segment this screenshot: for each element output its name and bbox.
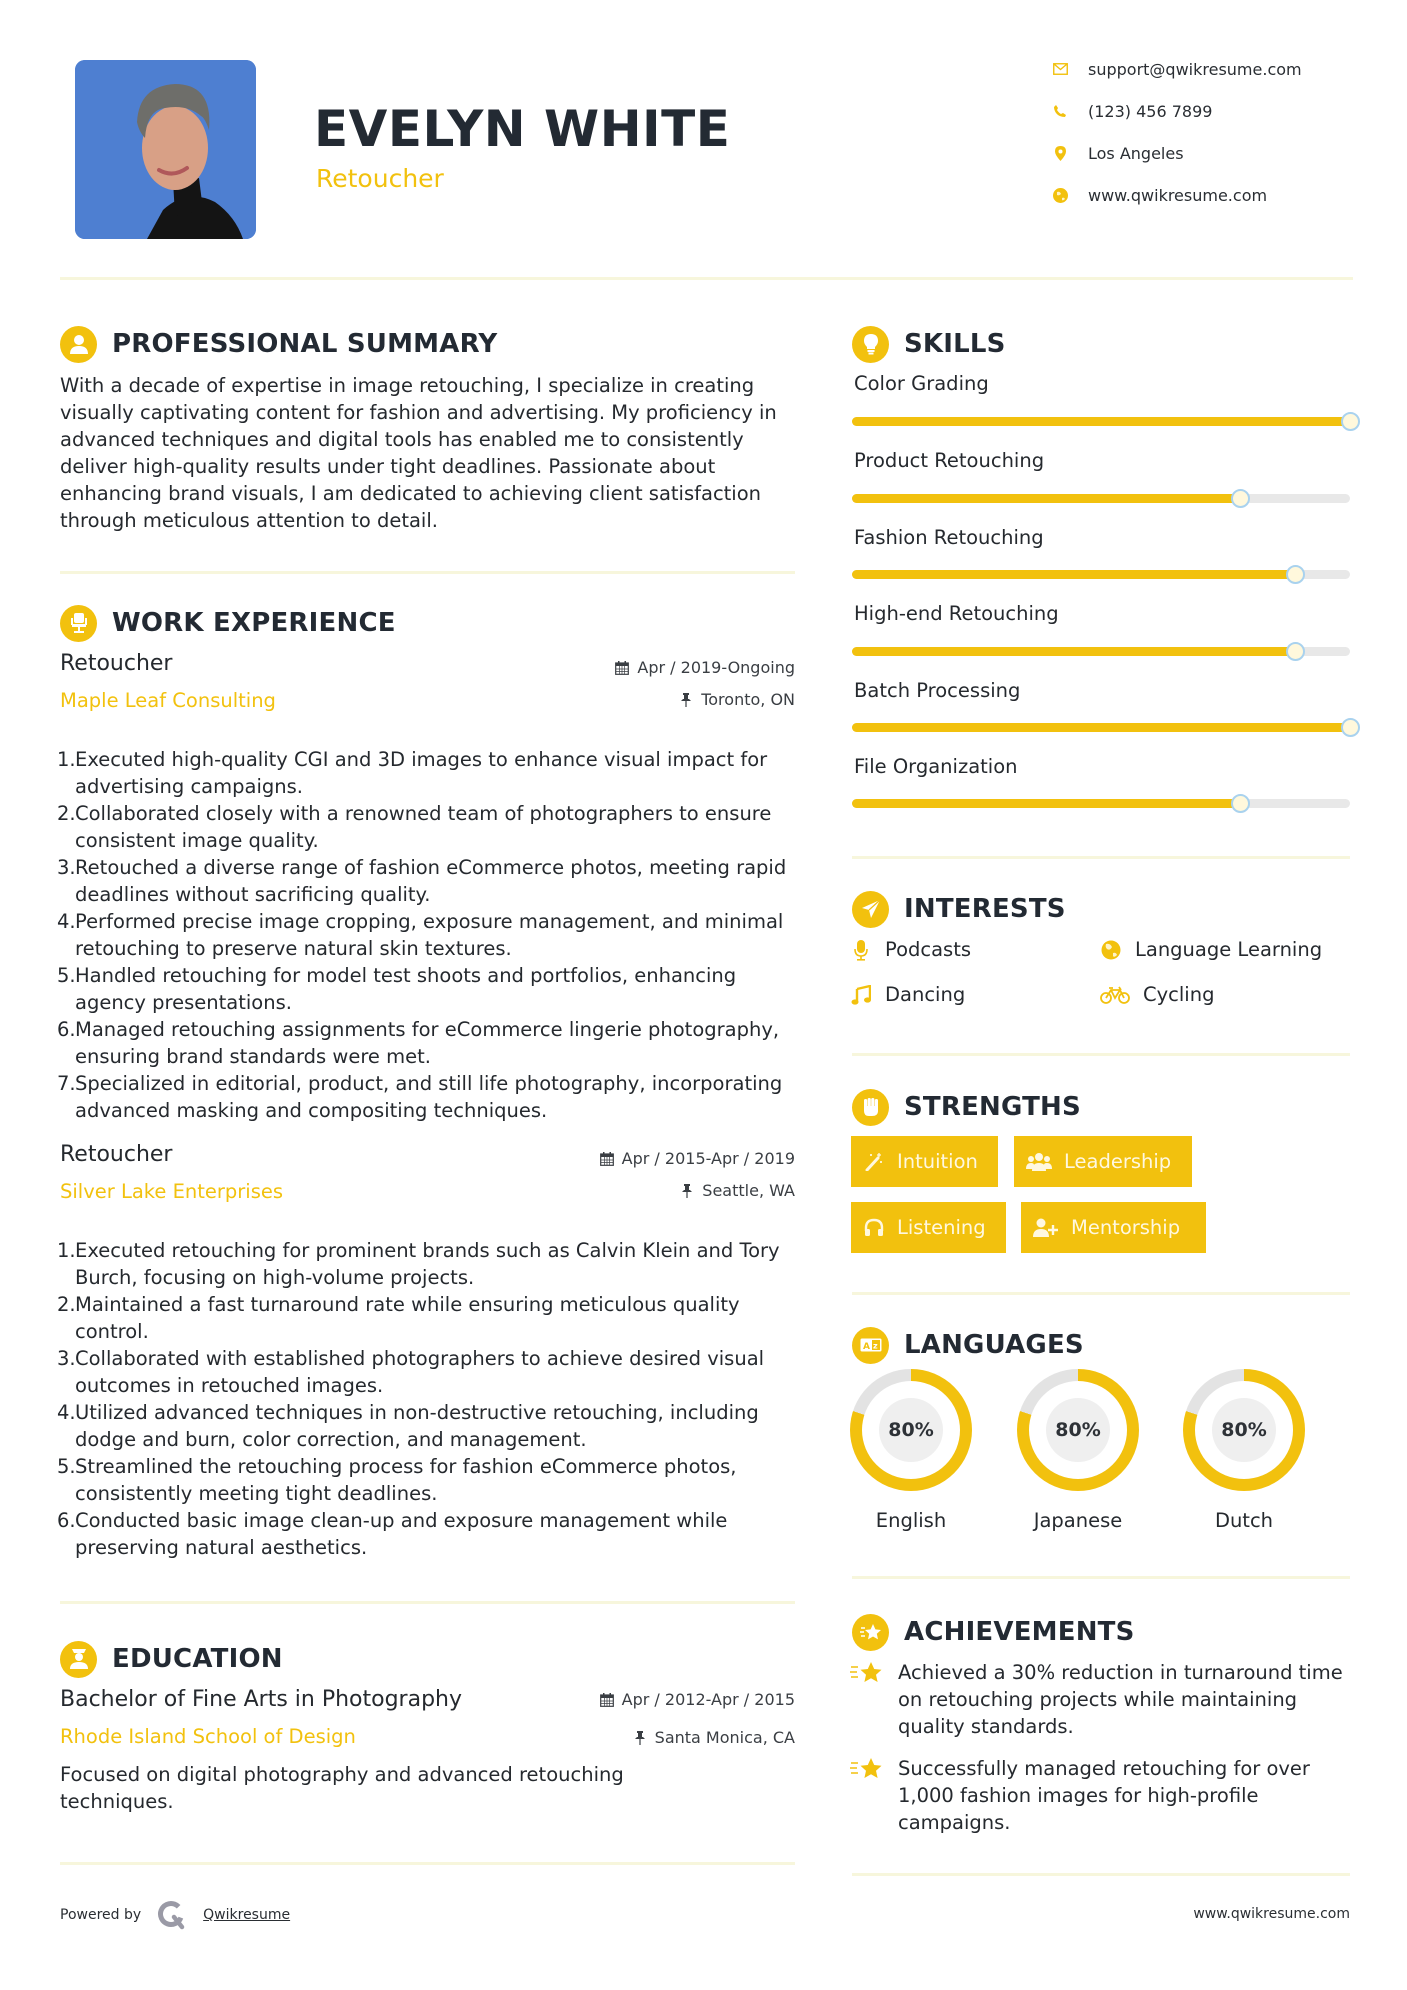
job-entry [57,651,795,1124]
skill-bar [852,417,1350,426]
section-divider [852,1053,1350,1056]
bullet-item: 5. Streamlined the retouching process for fashion eCommerce photos, consistently meeting tight deadlines. [57,1455,737,1505]
education-heading [60,1639,283,1679]
section-divider [852,1576,1350,1579]
globe-icon [1100,939,1122,961]
skill-bar-knob [1286,642,1305,661]
calendar-icon [614,660,630,676]
achievement-text: Successfully managed retouching for over 1,000 fashion images for high-profile campaigns. [898,1757,1310,1834]
strength-badge: Leadership [1014,1136,1192,1187]
language-percent: 80% [1212,1398,1276,1462]
achievement-item [850,1659,1350,1740]
skill-label: Batch Processing [854,679,1021,702]
summary-title: PROFESSIONAL SUMMARY [112,329,498,359]
svg-text:A: A [862,1342,870,1352]
achievements-heading [852,1612,1135,1652]
skill-bar [852,723,1350,732]
language-progress-ring [850,1369,972,1491]
skill-bar-fill [852,799,1240,808]
contact-location [1052,141,1184,165]
fist-icon [852,1089,889,1126]
skill-bar-fill [852,647,1295,656]
job-bullets [57,1237,795,1561]
skill-bar-knob [1341,718,1360,737]
strength-badge: Mentorship [1021,1202,1206,1253]
bullet-item: 3. Retouched a diverse range of fashion eCommerce photos, meeting rapid deadlines without sacrificing quality. [57,856,787,906]
section-divider [852,856,1350,859]
education-title: EDUCATION [112,1644,283,1674]
bullet-item: 1. Executed retouching for prominent brands such as Calvin Klein and Tory Burch, focusing on high-volume projects. [57,1239,780,1289]
job-location: Toronto, ON [678,690,795,709]
website-text: www.qwikresume.com [1088,185,1268,205]
group-icon [1026,1151,1052,1173]
section-divider [60,571,795,574]
email-text: support@qwikresume.com [1088,59,1302,79]
map-pin-icon [1052,145,1068,161]
job-location: Seattle, WA [679,1181,795,1200]
bullet-item: 4. Utilized advanced techniques in non-destructive retouching, including dodge and burn, color correction, and management. [57,1401,759,1451]
skill-bar [852,647,1350,656]
language-item [1182,1369,1306,1532]
bullet-item: 6. Conducted basic image clean-up and exposure management while preserving natural aesthetics. [57,1509,728,1559]
skill-label: High-end Retouching [854,602,1059,625]
skill-bar [852,799,1350,808]
education-description: Focused on digital photography and advanced retouching techniques. [60,1763,624,1813]
star-icon [850,1756,884,1782]
education-entry [60,1687,795,1815]
envelope-icon [1052,61,1068,77]
skill-label: File Organization [854,755,1018,778]
calendar-icon [599,1151,615,1167]
language-progress-ring [1017,1369,1139,1491]
music-note-icon [850,984,872,1006]
skills-title: SKILLS [904,329,1006,359]
interest-item: Podcasts [850,938,971,961]
skill-label: Fashion Retouching [854,526,1044,549]
interests-title: INTERESTS [904,894,1066,924]
bullet-item: 2. Maintained a fast turnaround rate while ensuring meticulous quality control. [57,1293,740,1343]
skill-bar [852,570,1350,579]
skill-bar-fill [852,570,1295,579]
school-name: Rhode Island School of Design [60,1725,356,1748]
bullet-item: 1. Executed high-quality CGI and 3D images to enhance visual impact for advertising campaigns. [57,748,768,798]
bullet-item: 6. Managed retouching assignments for eCommerce lingerie photography, ensuring brand standards were met. [57,1018,780,1068]
interest-item: Dancing [850,983,965,1006]
candidate-title: Retoucher [316,164,444,193]
bicycle-icon [1100,984,1130,1006]
skill-bar-knob [1231,489,1250,508]
achievement-item [850,1755,1350,1836]
pushpin-icon [678,692,694,708]
phone-icon [1052,103,1068,119]
microphone-icon [850,939,872,961]
skill-bar [852,494,1350,503]
degree-name: Bachelor of Fine Arts in Photography [60,1687,462,1712]
summary-heading [60,324,497,364]
section-divider [60,1601,795,1604]
footer-website[interactable]: www.qwikresume.com [1193,1906,1350,1922]
languages-heading [852,1325,1084,1365]
qwikresume-link[interactable]: Qwikresume [203,1907,291,1923]
headphones-icon [863,1217,885,1239]
job-bullets [57,746,795,1124]
language-name: English [875,1509,947,1532]
paper-plane-icon [852,891,889,928]
translate-icon [852,1327,889,1364]
achievement-text: Achieved a 30% reduction in turnaround time on retouching projects while maintaining quality standards. [898,1661,1343,1738]
language-item [1016,1369,1140,1532]
user-icon [60,326,97,363]
job-title: Retoucher [60,651,173,676]
contact-website[interactable] [1052,183,1267,207]
company-name: Maple Leaf Consulting [60,689,276,712]
magic-wand-icon [863,1151,885,1173]
strengths-title: STRENGTHS [904,1092,1081,1122]
interests-heading [852,889,1066,929]
skill-bar-knob [1231,794,1250,813]
strength-badge: Intuition [851,1136,998,1187]
portrait-image [75,60,256,239]
qwikresume-logo-icon [157,1900,187,1930]
language-item [849,1369,973,1532]
star-icon [850,1660,884,1686]
job-title: Retoucher [60,1142,173,1167]
location-text: Los Angeles [1088,143,1184,163]
education-dates: Apr / 2012-Apr / 2015 [599,1690,795,1709]
section-divider [852,1873,1350,1876]
language-name: Japanese [1033,1509,1123,1532]
header-divider [60,277,1353,280]
job-entry [57,1142,795,1561]
company-name: Silver Lake Enterprises [60,1180,284,1203]
phone-text: (123) 456 7899 [1088,101,1213,121]
skills-heading [852,324,1006,364]
footer-powered-by [60,1900,290,1930]
contact-email[interactable] [1052,57,1302,81]
lightbulb-icon [852,326,889,363]
graduate-icon [60,1641,97,1678]
skill-bar-fill [852,494,1240,503]
calendar-icon [599,1692,615,1708]
strengths-heading [852,1087,1081,1127]
languages-title: LANGUAGES [904,1330,1084,1360]
skill-label: Product Retouching [854,449,1045,472]
star-badge-icon [852,1614,889,1651]
powered-by-label: Powered by [60,1907,142,1923]
bullet-item: 5. Handled retouching for model test shoots and portfolios, enhancing agency presentations. [57,964,737,1014]
pushpin-icon [679,1183,695,1199]
language-percent: 80% [879,1398,943,1462]
bullet-item: 2. Collaborated closely with a renowned team of photographers to ensure consistent image quality. [57,802,772,852]
svg-text:z: z [872,1341,878,1351]
skill-bar-knob [1341,412,1360,431]
strength-badge: Listening [851,1202,1006,1253]
skill-bar-fill [852,723,1350,732]
skill-label: Color Grading [854,372,989,395]
experience-heading [60,603,396,643]
bullet-item: 7. Specialized in editorial, product, and still life photography, incorporating advanced masking and compositing techniques. [57,1072,783,1122]
experience-title: WORK EXPERIENCE [112,608,396,638]
office-chair-icon [60,605,97,642]
skill-bar-fill [852,417,1350,426]
bullet-item: 4. Performed precise image cropping, exposure management, and minimal retouching to preserve natural skin textures. [57,910,784,960]
candidate-name: EVELYN WHITE [314,100,731,158]
globe-icon [1052,187,1068,203]
job-dates: Apr / 2015-Apr / 2019 [599,1149,795,1168]
user-plus-icon [1033,1217,1059,1239]
language-progress-ring [1183,1369,1305,1491]
bullet-item: 3. Collaborated with established photographers to achieve desired visual outcomes in retouched images. [57,1347,765,1397]
interest-item: Language Learning [1100,938,1322,961]
interest-item: Cycling [1100,983,1214,1006]
language-name: Dutch [1214,1509,1274,1532]
section-divider [60,1862,795,1865]
skill-bar-knob [1286,565,1305,584]
education-location: Santa Monica, CA [632,1728,795,1747]
profile-photo [75,60,256,239]
job-dates: Apr / 2019-Ongoing [614,658,795,677]
pushpin-icon [632,1730,648,1746]
achievements-title: ACHIEVEMENTS [904,1617,1135,1647]
language-percent: 80% [1046,1398,1110,1462]
contact-phone[interactable] [1052,99,1212,123]
summary-text: With a decade of expertise in image retouching, I specialize in creating visually captivating content for fashion and advertising. My proficiency in advanced techniques and digital tools has enabled me to consistently deliver high-quality results under tight deadlines. Passionate about enhancing brand visuals, I am dedicated to achieving client satisfaction through meticulous attention to detail. [60,374,777,532]
section-divider [852,1292,1350,1295]
